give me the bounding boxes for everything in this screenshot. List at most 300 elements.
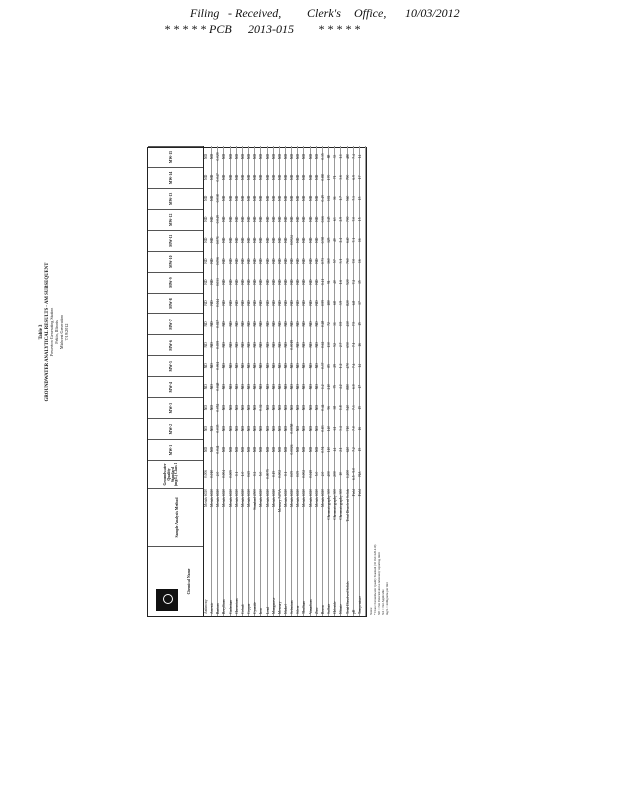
cell-value: ND [277,321,282,327]
cell-value: ND [228,216,233,222]
cell-value: 52 [333,343,338,347]
cell-value: 0.048 [216,382,221,391]
cell-value: ND [210,405,215,411]
header-well: MW-7 [148,313,203,334]
table-company: Midwest Generation [58,314,64,350]
cell-value: ND [314,446,319,453]
cell-method: Metals 6020 [296,489,301,507]
cell-value: 0.95 [320,299,325,307]
cell-value: ND [314,279,319,285]
cell-value: ND [240,216,245,222]
cell-name: Zinc [314,607,319,614]
cell-value: ND [240,258,245,264]
cell-value: ND [290,216,295,222]
cell-value: ND [284,279,288,285]
cell-value: ND [302,363,307,369]
cell-value: ND [277,258,282,264]
cell-value: 7.4 [351,363,356,369]
cell-value: ND [271,363,276,369]
cell-value: ND [253,300,258,306]
cell-value: 0.28 [320,320,325,328]
cell-value: ND [296,321,301,327]
cell-value: 40 [333,280,338,284]
cell-value: ND [277,279,282,285]
cell-value: 650 [345,342,350,348]
cell-value: ND [314,300,319,306]
cell-value: ND [308,384,313,390]
cell-value: ND [247,363,252,369]
cell-value: ND [314,321,319,327]
cell-value: ND [302,446,307,453]
cell-name: Beryllium [222,599,227,614]
cell-value: 31 [333,322,338,326]
cell-value: ND [277,384,282,390]
footnote-3: NA = Not Applicable [381,589,386,615]
cell-method: Metals 6020 [259,489,264,507]
cell-value: ND [277,300,282,306]
cell-value: 0.62 [320,341,325,349]
cell-value: ND [247,174,252,181]
cell-value: 2.7 [339,342,344,348]
cell-name: Copper [247,603,252,614]
cell-value: ND [308,195,313,201]
cell-value: ND [308,363,313,369]
cell-value: 57 [333,259,338,263]
cell-value: ND [290,321,295,327]
cell-value: ND [296,216,301,222]
cell-value: 2.1 [339,447,344,452]
cell-value: ND [247,237,252,243]
cell-value: 0.66 [320,216,325,223]
cell-value: ND [228,258,233,264]
cell-value: 15 [357,405,362,410]
cell-value: ND [308,321,313,327]
cell-value: ND [210,300,215,306]
stamp-received: - Received, [228,6,282,20]
cell-value: ND [240,405,245,411]
cell-value: 620 [345,446,350,453]
cell-value: ND [302,300,307,306]
cell-value: 0.061 [216,361,221,370]
cell-value: ND [247,279,252,285]
cell-value: 61 [333,426,338,431]
cell-value: 210 [327,384,332,390]
cell-value: ND [253,426,258,432]
cell-name: Total Dissolved Solids [345,581,350,614]
cell-value: ND [204,153,208,160]
cell-value: ND [284,426,288,432]
cell-value: 140 [327,425,332,432]
cell-value: 0.32 [259,404,264,411]
cell-name: Cobalt [240,604,245,614]
cell-value: 7.1 [351,342,356,348]
cell-value: ND [290,363,295,369]
cell-std: 5.0 [314,471,319,477]
cell-value: ND [271,237,276,243]
cell-value: 7.2 [351,447,356,452]
cell-method: Chromatography 300 [333,489,338,520]
cell-value: ND [259,321,264,327]
header-well: MW-13 [148,188,203,209]
cell-std: 1.0 [240,471,245,477]
header-well: MW-5 [148,355,203,376]
cell-std: 0.006 [204,469,208,479]
table-page-content [39,147,390,617]
footnote-heading: Notes: [369,607,373,615]
table-location: Pekin, Illinois [53,320,59,344]
cell-value: 0.049 [216,215,221,224]
cell-value: 3.6 [339,175,344,180]
cell-value: ND [296,153,301,160]
cell-value: 0.35 [320,153,325,160]
cell-value: 0.056 [216,257,221,266]
cell-value: 0.052 [216,403,221,412]
cell-value: ND [204,384,208,390]
cell-value: ND [222,216,227,222]
cell-value: 0.0026 [290,444,295,455]
cell-value: 15 [357,280,362,284]
stamp-filing: Filing [190,6,220,20]
cell-value: 71 [333,175,338,180]
cell-value: 96 [327,405,332,410]
cell-value: 0.58 [320,237,325,244]
cell-value: 700 [345,216,350,222]
cell-value: ND [271,153,276,160]
cell-value: 7.3 [351,196,356,201]
cell-value: ND [271,279,276,285]
cell-value: 75 [333,384,338,389]
cell-value: ND [240,237,245,243]
cell-value: 16 [357,426,362,431]
cell-value: 1.1 [339,154,344,159]
cell-value: ND [247,384,252,390]
cell-name: Selenium [290,600,295,614]
cell-value: 14 [357,364,362,368]
cell-value: 0.027 [216,319,221,328]
footnote-4: mg/L = milligrams per liter [385,582,390,615]
cell-name: Arsenic [210,602,215,614]
table-footnotes [369,545,389,615]
cell-value: ND [228,342,233,348]
cell-value: ND [253,216,258,222]
header-well: MW-9 [148,272,203,293]
cell-value: 130 [327,342,332,348]
cell-value: ND [277,363,282,369]
cell-value: ND [277,216,282,222]
cell-value: ND [277,237,282,243]
cell-value: ND [284,363,288,369]
cell-value: ND [314,237,319,243]
footnote-1: * Class I Groundwater Quality Standard (35 IAC 620.410) [373,544,378,615]
cell-value: ND [314,195,319,201]
cell-value: 760 [345,258,350,264]
cell-value: 0.039 [216,340,221,349]
cell-value: ND [271,384,276,390]
cell-std: 0.05 [290,470,295,478]
cell-value: 49 [333,238,338,243]
cell-method: Metals 6020 [240,489,245,507]
header-well: MW-11 [148,230,203,251]
footnote-2: ND = Not Detected above laboratory reporting limit [377,552,382,615]
cell-value: ND [204,426,208,432]
cell-method: Standard 4500 [253,489,258,510]
cell-value: ND [271,174,276,181]
cell-value: ND [284,237,288,243]
cell-value: ND [204,405,208,411]
cell-value: ND [228,300,233,306]
cell-value: ND [302,195,307,201]
cell-value: ND [253,153,258,160]
cell-value: 0.071 [216,236,221,245]
cell-value: ND [265,195,270,201]
cell-value: ND [308,446,313,453]
cell-method: Metals 6020 [222,489,227,507]
cell-value: ND [247,426,252,432]
cell-value: ND [277,153,282,160]
cell-value: 6.9 [351,384,356,389]
stamp-clerks: Clerk's [307,6,341,20]
cell-method: Metals 6020 [265,489,270,507]
cell-value: 0.047 [216,173,221,182]
cell-value: 91 [327,280,332,284]
cell-value: ND [222,363,227,369]
cell-value: 0.49 [320,195,325,202]
cell-method: Mercury 7470A [277,489,282,513]
cell-value: ND [265,216,270,222]
cell-value: ND [204,216,208,222]
cell-value: ND [290,300,295,306]
cell-name: Boron [320,605,325,614]
cell-name: Silver [296,605,301,614]
cell-value: ND [247,216,252,222]
cell-value: ND [210,237,215,243]
cell-value: ND [308,279,313,285]
cell-value: ND [222,153,227,160]
cell-value: 0.41 [320,278,325,286]
table-row [365,146,366,616]
cell-value: ND [302,237,307,243]
cell-value: ND [253,237,258,243]
cell-value: ND [259,300,264,306]
cell-value: ND [271,446,276,453]
cell-value: 2.9 [339,217,344,222]
cell-std: NA [357,471,362,477]
header-well: MW-4 [148,376,203,397]
table-site: Powerton Generating Station [49,307,55,357]
cell-value: ND [234,258,239,264]
cell-value: ND [302,342,307,348]
cell-value: ND [253,174,258,181]
cell-value: ND [204,321,208,327]
cell-value: ND [296,195,301,201]
cell-value: 88 [327,154,332,159]
cell-value: ND [234,363,239,369]
cell-value: 0.83 [320,425,325,432]
cell-value: ND [210,279,215,285]
cell-value: ND [259,237,264,243]
cell-value: ND [302,153,307,160]
cell-value: 38 [333,405,338,410]
cell-value: ND [247,258,252,264]
cell-value: ND [210,384,215,390]
cell-value: ND [253,258,258,264]
cell-value: 520 [345,279,350,285]
cell-value: ND [259,174,264,181]
cell-value: 110 [327,446,332,453]
cell-method: Metals 6020 [210,489,215,507]
cell-value: 540 [345,404,350,411]
cell-method: Metals 6020 [302,489,307,507]
cell-value: 17 [357,175,362,180]
cell-value: ND [277,446,282,453]
cell-value: ND [308,405,313,411]
cell-value: ND [290,405,295,411]
cell-value: ND [228,426,233,432]
cell-value: ND [222,237,227,243]
header-well: MW-1 [148,439,203,460]
cell-value: ND [314,216,319,222]
cell-value: 7.0 [351,217,356,222]
cell-value: ND [210,426,215,432]
header-well: MW-2 [148,418,203,439]
cell-value: ND [271,258,276,264]
cell-value: 15 [357,196,362,201]
cell-value: ND [314,363,319,369]
cell-value: ND [284,216,288,222]
cell-value: 410 [345,321,350,327]
cell-value: ND [259,363,264,369]
cell-value: 0.0024 [290,235,295,246]
cell-value: ND [314,258,319,264]
cell-value: ND [284,405,288,411]
cell-value: ND [290,195,295,201]
cell-value: 0.033 [216,278,221,287]
cell-value: ND [271,342,276,348]
cell-std: 0.05 [296,470,301,478]
cell-value: ND [302,174,307,181]
cell-value: ND [314,405,319,411]
cell-value: 85 [327,364,332,368]
cell-method: Metals 6020 [234,489,239,507]
cell-value: ND [284,384,288,390]
cell-value: 470 [345,363,350,369]
stamp-pcb: * * * * * PCB [164,22,232,36]
cell-method: Chromatography 300 [339,489,344,520]
cell-value: ND [222,195,227,201]
cell-value: ND [210,342,215,348]
cell-value: 480 [345,153,350,160]
cell-value: 44 [333,447,338,452]
cell-value: ND [265,153,270,160]
cell-value: 16 [357,238,362,243]
cell-value: ND [210,446,215,453]
cell-value: ND [228,446,233,453]
cell-value: 2.4 [339,237,344,243]
cell-value: ND [265,174,270,181]
cell-value: 16 [357,259,362,263]
cell-value: ND [277,342,282,348]
cell-value: ND [265,237,270,243]
cell-value: ND [259,258,264,264]
cell-std: 0.005 [228,469,233,479]
cell-value: ND [222,258,227,264]
cell-value: ND [271,300,276,306]
cell-value: 170 [327,174,332,181]
cell-value: ND [204,300,208,306]
cell-value: ND [204,174,208,181]
cell-name: Lead [265,606,270,614]
cell-value: ND [284,195,288,201]
cell-value: ND [314,153,319,160]
cell-value: 7.3 [351,405,356,410]
cell-method: Metals 6020 [320,489,325,507]
cell-value: ND [228,384,233,390]
header-well: MW-8 [148,293,203,314]
cell-name: Mercury [277,601,282,614]
cell-std: 0.0075 [265,469,270,479]
cell-value: ND [247,321,252,327]
cell-value: 3.1 [339,258,344,264]
cell-value: ND [308,237,313,243]
cell-value: ND [204,195,208,201]
cell-value: ND [296,426,301,432]
cell-std: 0.049 [308,469,313,479]
cell-value: ND [204,342,208,348]
cell-value: ND [222,321,227,327]
cell-std: 0.002 [302,469,307,479]
cell-value: ND [234,342,239,348]
cell-value: ND [265,279,270,285]
cell-std: 0.15 [271,470,276,478]
cell-value: ND [284,174,288,181]
cell-value: ND [271,405,276,411]
cell-value: 0.44 [320,404,325,411]
cell-value: ND [259,446,264,453]
cell-value: ND [290,258,295,264]
cell-value: 102 [327,195,332,202]
cell-name: Chloride [333,601,338,614]
cell-value: ND [222,342,227,348]
cell-value: 7.5 [351,321,356,327]
cell-method: Metals 6020 [271,489,276,507]
cell-value: ND [314,174,319,181]
cell-value: 63 [333,217,338,222]
cell-value: ND [302,426,307,432]
cell-value: 0.038 [216,194,221,203]
cell-value: ND [253,342,258,348]
cell-value: ND [253,195,258,201]
cell-value: ND [222,174,227,181]
cell-name: Cadmium [228,599,233,614]
cell-value: ND [265,426,270,432]
cell-value: ND [296,258,301,264]
cell-value: ND [240,321,245,327]
cell-value: ND [284,321,288,327]
cell-name: Temperature [357,595,362,614]
cell-value: ND [265,321,270,327]
cell-value: ND [259,216,264,222]
cell-value: ND [253,279,258,285]
cell-name: Vanadium [308,599,313,614]
cell-method: Metals 6020 [247,489,252,507]
cell-value: ND [296,363,301,369]
cell-value: ND [296,300,301,306]
cell-value: ND [240,446,245,453]
cell-value: ND [290,384,295,390]
cell-value: ND [228,363,233,369]
cell-value: ND [271,321,276,327]
cell-value: 6.9 [351,175,356,180]
